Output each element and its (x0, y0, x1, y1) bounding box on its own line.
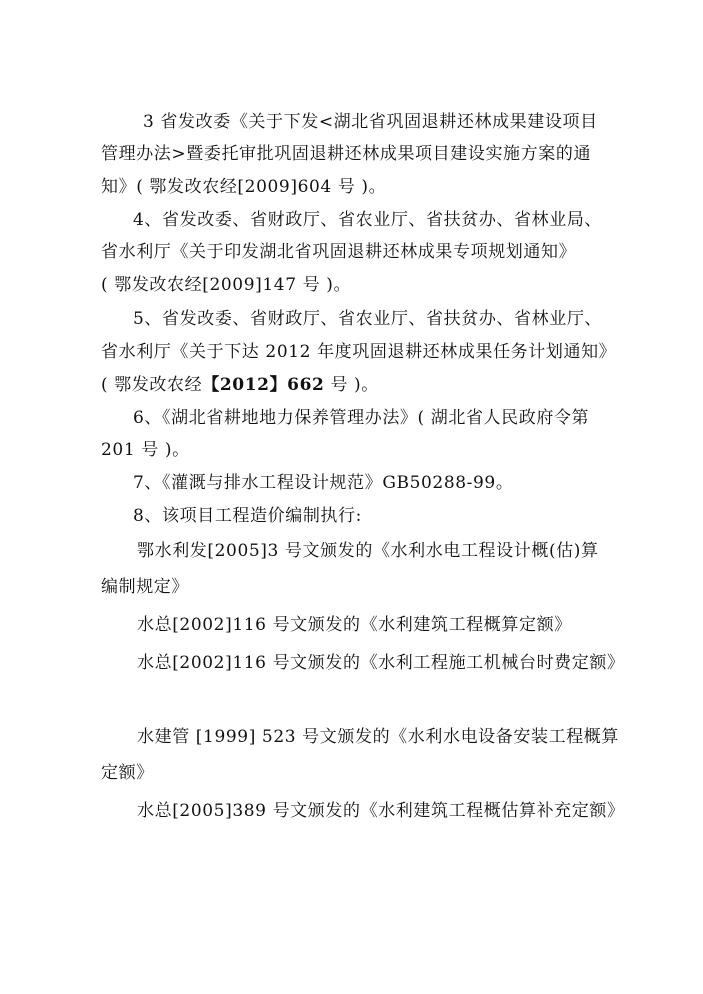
item-7-line-1: 7、《灌溉与排水工程设计规范》GB50288-99。 (133, 473, 514, 493)
item-5-line-3-prefix: ( 鄂发改农经 (101, 375, 203, 395)
regulation-1-line-2: 编制规定》 (101, 577, 189, 597)
item-8-line-1: 8、该项目工程造价编制执行: (133, 506, 362, 526)
regulation-4-line-2: 定额》 (101, 763, 154, 783)
item-5-line-1: 5、省发改委、省财政厅、省农业厅、省扶贫办、省林业厅、 (133, 309, 603, 329)
regulation-5-line-1: 水总[2005]389 号文颁发的《水利建筑工程概估算补充定额》 (137, 801, 625, 821)
item-3-line-1: 3 省发改委《关于下发<湖北省巩固退耕还林成果建设项目 (143, 112, 598, 132)
regulation-2-line-1: 水总[2002]116 号文颁发的《水利建筑工程概算定额》 (137, 615, 572, 635)
item-4-line-1: 4、省发改委、省财政厅、省农业厅、省扶贫办、省林业局、 (133, 210, 603, 230)
item-5-line-3-suffix: 号 )。 (324, 375, 379, 395)
item-4-line-2: 省水利厅《关于印发湖北省巩固退耕还林成果专项规划通知》 (101, 242, 577, 262)
item-5-line-3-bold: 【2012】662 (202, 375, 325, 395)
item-6-line-1: 6、《湖北省耕地地力保养管理办法》( 湖北省人民政府令第 (133, 408, 590, 428)
item-6-line-2: 201 号 )。 (101, 440, 190, 460)
item-3-line-3: 知》( 鄂发改农经[2009]604 号 )。 (101, 177, 387, 197)
item-4-line-3: ( 鄂发改农经[2009]147 号 )。 (101, 275, 352, 295)
item-5-line-2: 省水利厅《关于下达 2012 年度巩固退耕还林成果任务计划通知》 (101, 342, 617, 362)
item-3-line-2: 管理办法>暨委托审批巩固退耕还林成果项目建设实施方案的通 (101, 144, 592, 164)
regulation-4-line-1: 水建管 [1999] 523 号文颁发的《水利水电设备安装工程概算 (137, 727, 619, 747)
regulation-1-line-1: 鄂水利发[2005]3 号文颁发的《水利水电工程设计概(估)算 (137, 541, 599, 561)
regulation-3-line-1: 水总[2002]116 号文颁发的《水利工程施工机械台时费定额》 (137, 653, 625, 673)
item-5-line-3 (101, 373, 379, 397)
